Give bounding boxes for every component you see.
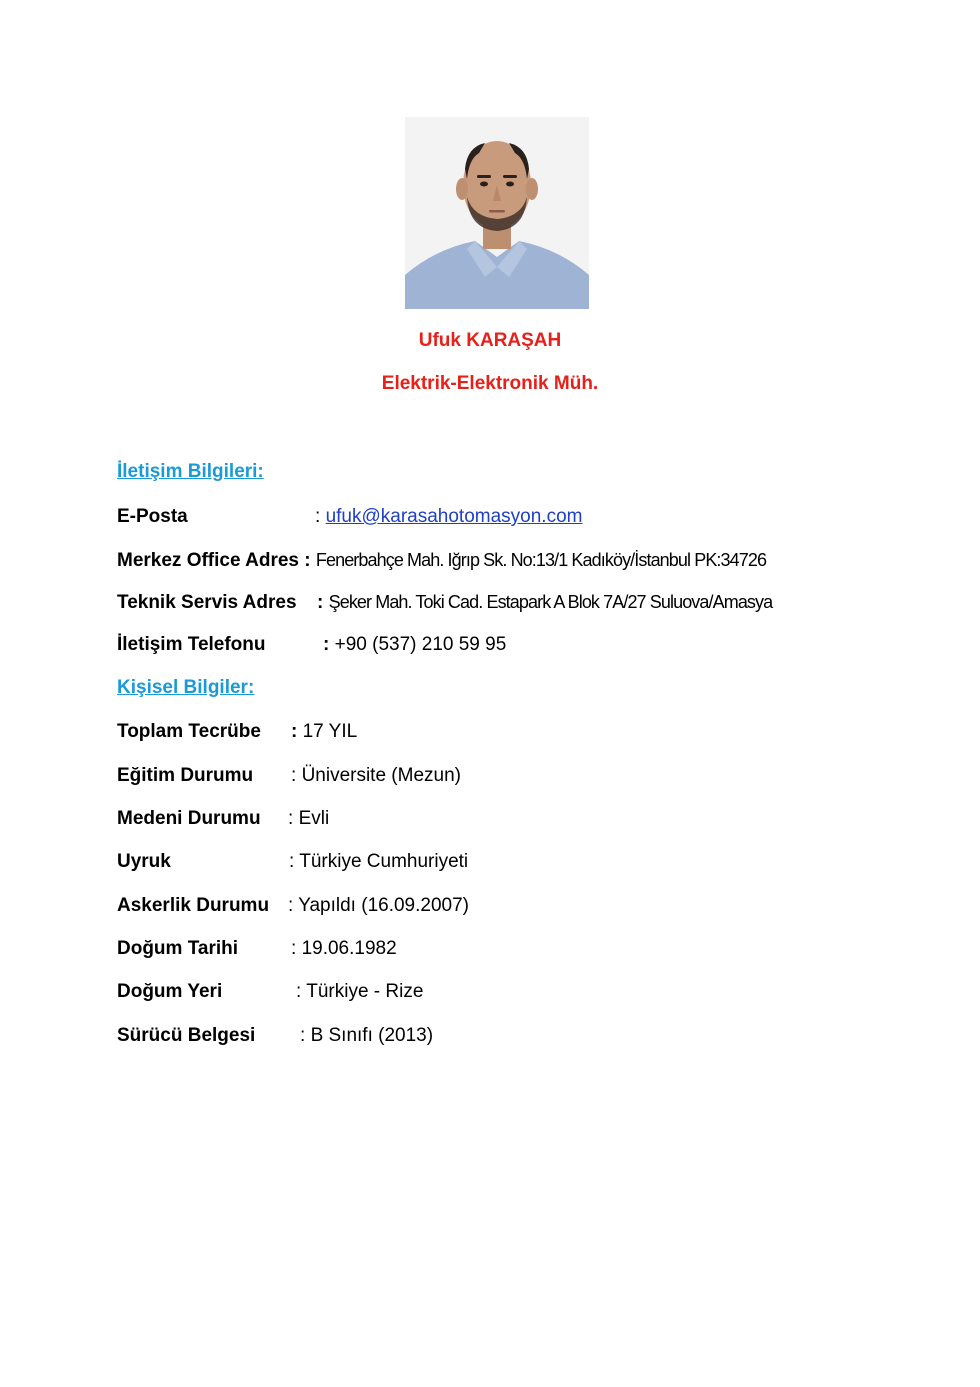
marital-status-separator: : bbox=[288, 808, 294, 829]
experience-separator: : bbox=[291, 721, 298, 742]
marital-status-label: Medeni Durumu bbox=[117, 808, 261, 829]
driving-license-row bbox=[117, 1024, 433, 1048]
education-separator: : bbox=[291, 765, 297, 786]
birth-date-separator: : bbox=[291, 938, 297, 959]
education-row bbox=[117, 764, 461, 788]
experience-row bbox=[117, 720, 357, 744]
driving-license-separator: : bbox=[300, 1025, 306, 1046]
office-address-value: Fenerbahçe Mah. Iğrıp Sk. No:13/1 Kadıköy/İstanbul PK:34726 bbox=[315, 550, 767, 570]
email-separator: : bbox=[315, 506, 321, 527]
service-address-value: Şeker Mah. Toki Cad. Estapark A Blok 7A/27 Suluova/Amasya bbox=[328, 592, 773, 612]
birth-date-row bbox=[117, 937, 397, 961]
phone-separator: : bbox=[323, 634, 330, 655]
nationality-label: Uyruk bbox=[117, 851, 171, 872]
email-label: E-Posta bbox=[117, 506, 188, 527]
birth-place-separator: : bbox=[296, 981, 302, 1002]
education-value: Üniversite (Mezun) bbox=[301, 765, 461, 786]
birth-date-value: 19.06.1982 bbox=[301, 938, 397, 959]
military-status-value: Yapıldı (16.09.2007) bbox=[298, 895, 469, 916]
military-status-separator: : bbox=[288, 895, 294, 916]
birth-date-label: Doğum Tarihi bbox=[117, 938, 239, 959]
office-address-row bbox=[117, 548, 766, 573]
email-link[interactable]: ufuk@karasahotomasyon.com bbox=[325, 506, 583, 527]
birth-place-row bbox=[117, 980, 423, 1004]
experience-value: 17 YIL bbox=[302, 721, 358, 742]
office-address-label: Merkez Office Adres bbox=[117, 550, 299, 571]
service-address-label: Teknik Servis Adres bbox=[117, 592, 297, 613]
driving-license-value: B Sınıfı (2013) bbox=[310, 1025, 434, 1046]
person-name: Ufuk KARAŞAH bbox=[418, 330, 562, 351]
personal-section-heading: Kişisel Bilgiler: bbox=[117, 677, 255, 698]
education-label: Eğitim Durumu bbox=[117, 765, 254, 786]
marital-status-row bbox=[117, 807, 329, 831]
military-status-label: Askerlik Durumu bbox=[117, 895, 270, 916]
experience-label: Toplam Tecrübe bbox=[117, 721, 261, 742]
nationality-row bbox=[117, 850, 468, 874]
nationality-separator: : bbox=[289, 851, 295, 872]
service-address-row bbox=[117, 590, 772, 615]
military-status-row bbox=[117, 894, 469, 918]
service-address-separator: : bbox=[317, 592, 324, 613]
marital-status-value: Evli bbox=[298, 808, 330, 829]
phone-value: +90 (537) 210 59 95 bbox=[334, 634, 507, 655]
person-title: Elektrik-Elektronik Müh. bbox=[381, 373, 599, 394]
portrait-illustration bbox=[405, 117, 589, 309]
driving-license-label: Sürücü Belgesi bbox=[117, 1025, 256, 1046]
birth-place-label: Doğum Yeri bbox=[117, 981, 223, 1002]
office-address-separator: : bbox=[304, 550, 311, 571]
contact-section-heading: İletişim Bilgileri: bbox=[117, 461, 264, 482]
email-row bbox=[117, 505, 582, 529]
phone-row bbox=[117, 633, 506, 657]
birth-place-value: Türkiye - Rize bbox=[306, 981, 424, 1002]
profile-photo bbox=[405, 117, 589, 309]
nationality-value: Türkiye Cumhuriyeti bbox=[299, 851, 469, 872]
phone-label: İletişim Telefonu bbox=[117, 634, 266, 655]
